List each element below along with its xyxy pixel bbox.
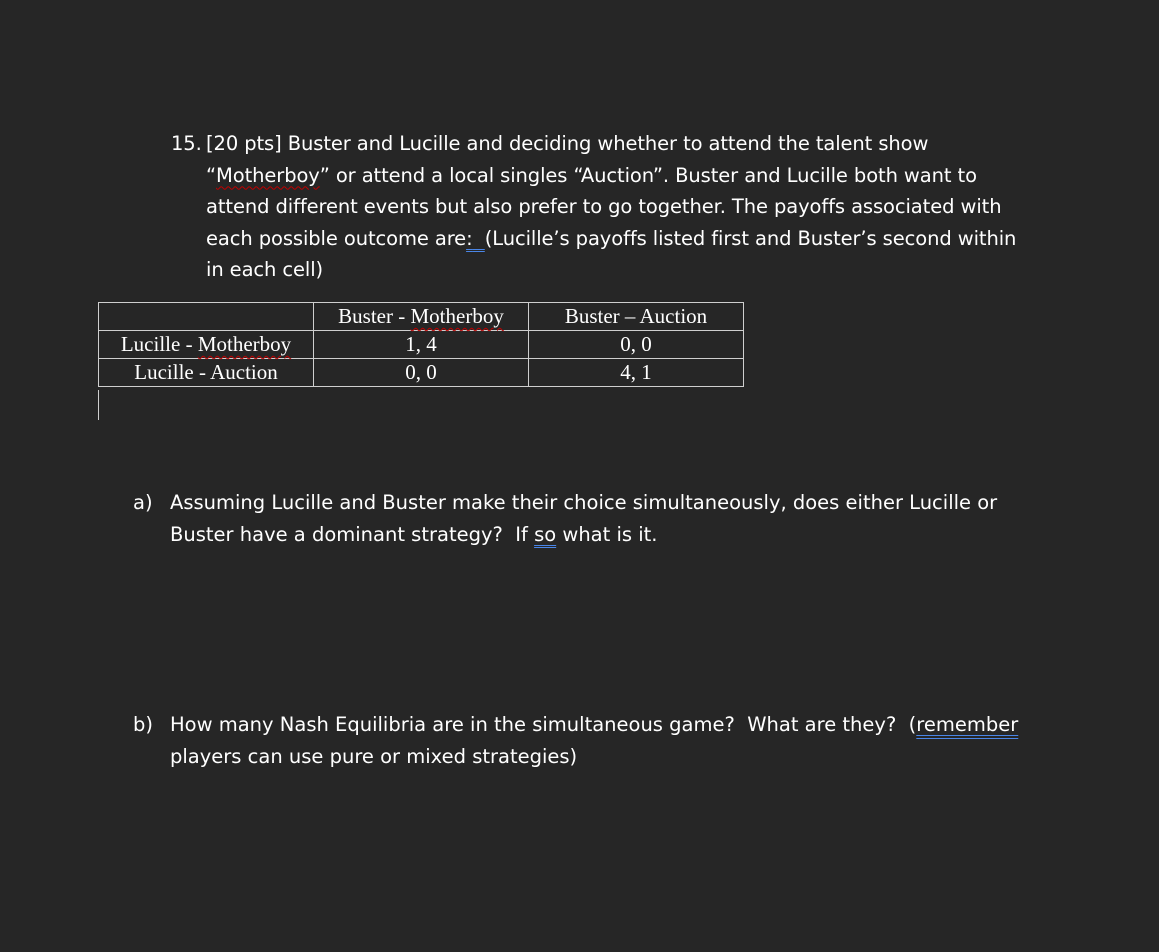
- question-text: [206, 128, 1041, 286]
- grammar-mark-remember: remember: [916, 713, 1019, 736]
- spellcheck-word-motherboy: Motherboy: [410, 304, 504, 328]
- payoff-cell: 4, 1: [529, 359, 744, 387]
- spellcheck-word-motherboy: Motherboy: [216, 163, 320, 187]
- part-a-label: a): [133, 491, 153, 514]
- question-line-3: attend different events but also prefer to go together. The payoffs associated with: [206, 195, 1002, 218]
- question-number: 15.: [171, 132, 202, 155]
- part-b-label: b): [133, 713, 153, 736]
- grammar-mark-colon: :: [466, 226, 473, 250]
- table-cursor-line: [98, 390, 99, 420]
- payoff-col-header-auction: Buster – Auction: [529, 303, 744, 331]
- payoff-table-header-row: [99, 303, 744, 331]
- payoff-table-corner: [99, 303, 314, 331]
- part-b-text: How many Nash Equilibria are in the simultaneous game? What are they? (remember players can use pure or mixed strategies): [170, 713, 1019, 768]
- payoff-row-header-auction: Lucille - Auction: [99, 359, 314, 387]
- question-line-2: “Motherboy” or attend a local singles “Auction”. Buster and Lucille both want to: [206, 163, 977, 187]
- payoff-cell: 1, 4: [314, 331, 529, 359]
- grammar-mark-so: so: [534, 522, 557, 546]
- payoff-row-header-motherboy: Lucille - Motherboy: [99, 331, 314, 359]
- question-15: [171, 128, 1041, 286]
- payoff-col-header-motherboy: Buster - Motherboy: [314, 303, 529, 331]
- question-line-4: each possible outcome are: (Lucille’s payoffs listed first and Buster’s second within: [206, 226, 1017, 250]
- spellcheck-word-motherboy: Motherboy: [197, 332, 292, 356]
- question-line-5: in each cell): [206, 258, 324, 281]
- question-line-1: [20 pts] Buster and Lucille and deciding whether to attend the talent show: [206, 132, 929, 155]
- part-a: [133, 487, 1033, 550]
- payoff-cell: 0, 0: [529, 331, 744, 359]
- part-a-text: Assuming Lucille and Buster make their choice simultaneously, does either Lucille or Buster have a dominant strategy? If so what is it.: [170, 491, 998, 546]
- payoff-table-row: [99, 359, 744, 387]
- payoff-table: [98, 302, 744, 387]
- part-b: [133, 709, 1033, 772]
- payoff-cell: 0, 0: [314, 359, 529, 387]
- grammar-mark-space: [473, 227, 485, 250]
- question-points: [20 pts]: [206, 132, 282, 155]
- payoff-table-row: [99, 331, 744, 359]
